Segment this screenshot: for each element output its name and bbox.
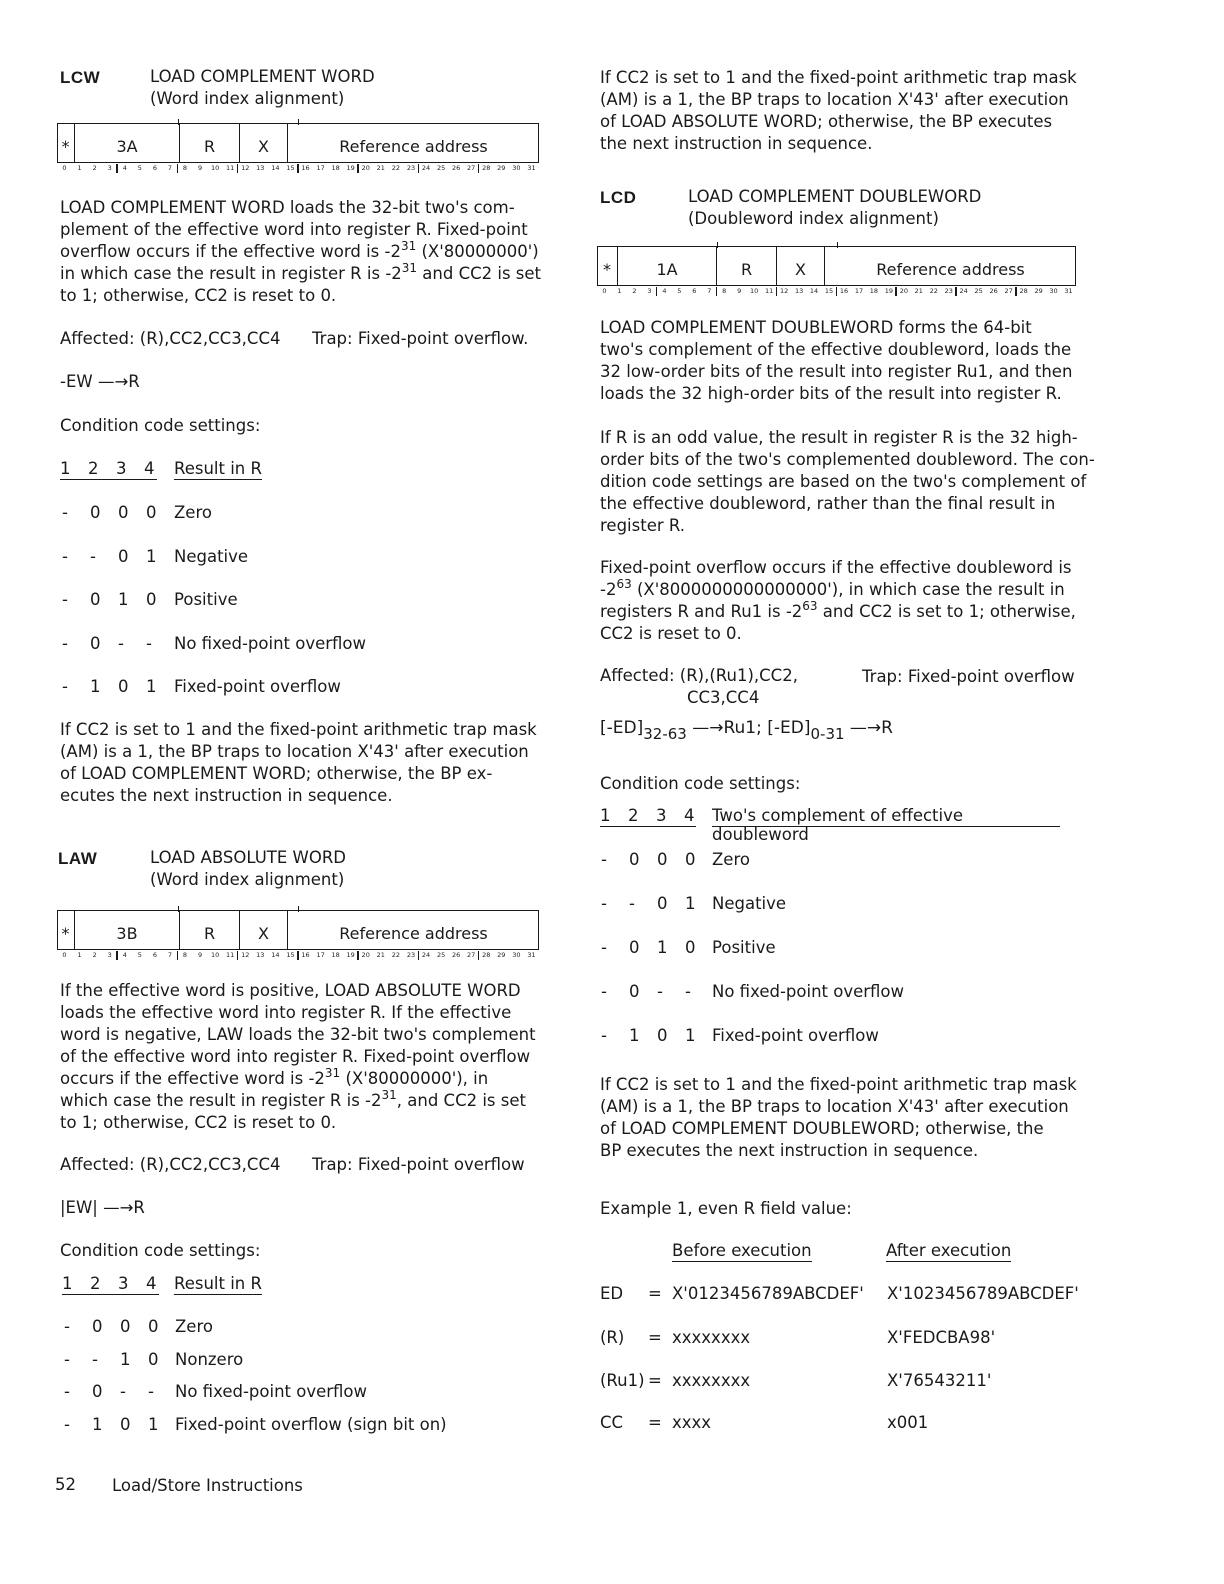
section-name: Load/Store Instructions	[112, 1476, 303, 1495]
bit-scale: 0 1 2 3 4 5 6 7 8 9 10 11 12 13 14 15 16 17 18 19 20 21 22 23 24 25 26 27 28 29 30 31	[62, 164, 536, 172]
r-field: R	[179, 123, 239, 163]
cc-row: - - 0 1 Negative	[62, 546, 249, 566]
lcd-operation: $[-ED]_{32-63}$ —→Ru1; $[-ED]_{0-31}$ —→R	[600, 718, 893, 743]
law-mnemonic: LAW	[58, 849, 98, 868]
cc-row: - 0 1 0 Positive	[62, 590, 238, 609]
cc-row: - 1 0 1 Fixed-point overflow (sign bit on)	[64, 1414, 447, 1434]
cc-row: - 0 0 0 Zero	[601, 850, 750, 869]
x-field: X	[239, 123, 287, 163]
lcd-alignment: (Doubleword index alignment)	[688, 209, 939, 228]
after-execution-header: After execution	[886, 1241, 1012, 1260]
cc-row: - 1 0 1 Fixed-point overflow	[601, 1026, 879, 1045]
lcw-mnemonic: LCW	[60, 68, 101, 87]
lcd-cc-header: 1 2 3 4 Two's complement of effective doubleword	[600, 806, 1060, 828]
indirect-bit: *	[603, 259, 611, 279]
x-field: X	[776, 246, 824, 286]
lcd-mnemonic: LCD	[600, 188, 637, 207]
lcw-alignment: (Word index alignment)	[150, 89, 345, 108]
lcw-cc-heading: Condition code settings:	[60, 416, 261, 435]
cc-row: - - 1 0 Nonzero	[64, 1349, 244, 1369]
reference-address-field: Reference address	[287, 123, 539, 163]
cc-row: - 0 - - No fixed-point overflow	[64, 1382, 368, 1401]
law-alignment: (Word index alignment)	[150, 870, 345, 889]
law-title: LOAD ABSOLUTE WORD	[150, 848, 346, 867]
law-operation: |EW| —→R	[60, 1198, 145, 1217]
bit-scale: 0 1 2 3 4 5 6 7 8 9 10 11 12 13 14 15 16 17 18 19 20 21 22 23 24 25 26 27 28 29 30 31	[62, 951, 536, 959]
lcd-cc-heading: Condition code settings:	[600, 774, 801, 793]
law-cc-header: 1 2 3 4 Result in R	[62, 1274, 262, 1293]
example-row: CC = xxxx x001	[600, 1413, 929, 1432]
lcd-title: LOAD COMPLEMENT DOUBLEWORD	[688, 187, 982, 206]
cc-row: - 0 - - No fixed-point overflow	[62, 633, 367, 653]
example-title: Example 1, even R field value:	[600, 1199, 852, 1218]
cc-row: - 0 0 0 Zero	[64, 1317, 213, 1336]
opcode-field: 3B	[74, 910, 179, 950]
r-field: R	[179, 910, 239, 950]
cc-row: - 1 0 1 Fixed-point overflow	[62, 677, 341, 696]
reference-address-field: Reference address	[287, 910, 539, 950]
x-field: X	[239, 910, 287, 950]
lcd-trap: Trap: Fixed-point overflow	[862, 667, 1075, 686]
lcw-cc-header: 1 2 3 4 Result in R	[60, 459, 262, 478]
example-row: (R) = xxxxxxxx X'FEDCBA98'	[600, 1328, 996, 1347]
lcd-affected-cont: CC3,CC4	[687, 688, 760, 707]
lcw-trap: Trap: Fixed-point overflow.	[312, 329, 529, 348]
lcw-title: LOAD COMPLEMENT WORD	[150, 67, 375, 86]
lcd-format-diagram	[597, 246, 1076, 294]
indirect-bit: *	[61, 923, 70, 943]
cc-row: - 0 0 0 Zero	[62, 503, 212, 522]
law-format-diagram	[57, 910, 539, 958]
lcd-affected: Affected: (R),(Ru1),CC2,	[600, 666, 798, 685]
opcode-field: 1A	[617, 246, 716, 286]
law-trap: Trap: Fixed-point overflow	[312, 1155, 525, 1174]
bit-scale: 0 1 2 3 4 5 6 7 8 9 10 11 12 13 14 15 16 17 18 19 20 21 22 23 24 25 26 27 28 29 30 31	[602, 287, 1073, 295]
law-affected: Affected: (R),CC2,CC3,CC4	[60, 1155, 281, 1174]
reference-address-field: Reference address	[824, 246, 1076, 286]
law-cc-heading: Condition code settings:	[60, 1241, 261, 1260]
example-row: (Ru1) = xxxxxxxx X'76543211'	[600, 1371, 992, 1390]
example-row: ED = X'0123456789ABCDEF' X'1023456789ABCDEF'	[600, 1284, 1079, 1303]
before-execution-header: Before execution	[672, 1241, 812, 1260]
cc-row: - 0 1 0 Positive	[601, 938, 776, 957]
cc-row: - - 0 1 Negative	[601, 894, 787, 913]
lcw-format-diagram	[57, 123, 539, 171]
page-number: 52	[55, 1475, 76, 1494]
opcode-field: 3A	[74, 123, 179, 163]
cc-row: - 0 - - No fixed-point overflow	[601, 982, 905, 1001]
indirect-bit: *	[61, 136, 70, 156]
r-field: R	[716, 246, 776, 286]
lcw-affected: Affected: (R),CC2,CC3,CC4	[60, 329, 281, 348]
lcw-operation: -EW —→R	[60, 372, 140, 391]
